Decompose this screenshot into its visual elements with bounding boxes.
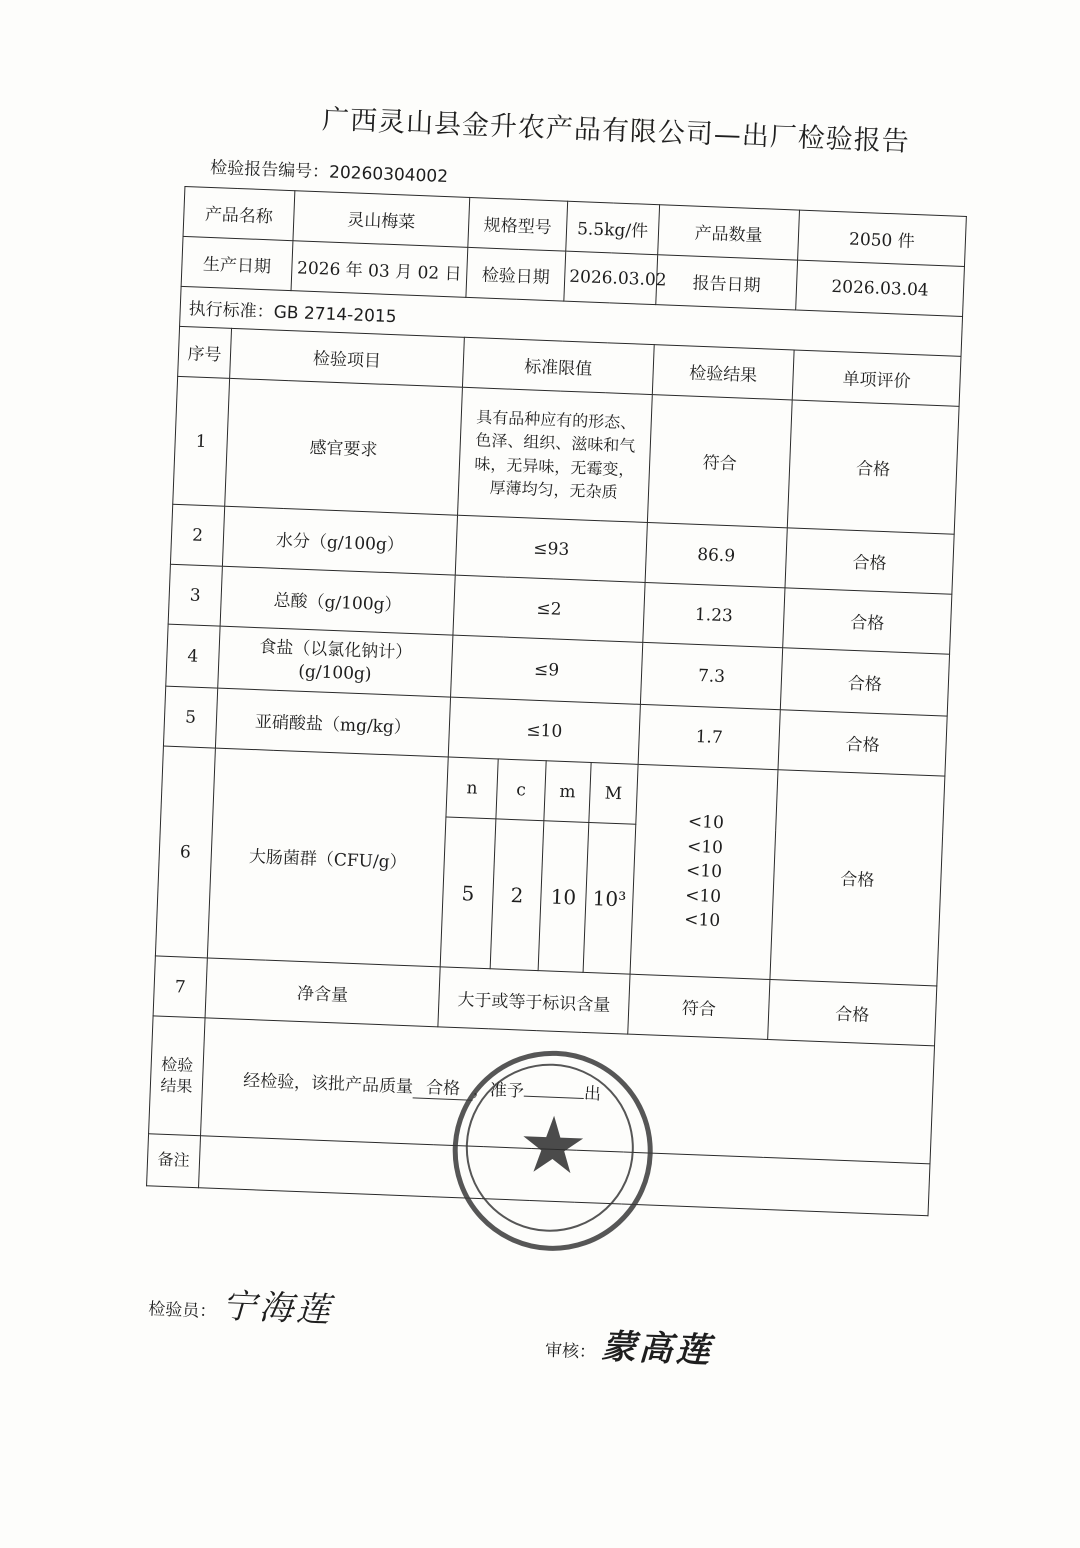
- production-date-label: 生产日期: [181, 236, 293, 290]
- header-limit: 标准限值: [462, 337, 654, 394]
- row-eval: 合格: [770, 770, 945, 986]
- inspection-date-label: 检验日期: [466, 247, 566, 301]
- row-no: 4: [166, 624, 220, 688]
- result-line: <10: [683, 910, 721, 932]
- row-item: 净含量: [205, 958, 440, 1027]
- execution-standard: 执行标准：GB 2714-2015: [180, 286, 963, 356]
- microbe-header-n: n: [446, 757, 498, 819]
- row-limit: 具有品种应有的形态、色泽、组织、滋味和气味，无异味，无霉变，厚薄均匀，无杂质: [458, 387, 653, 522]
- inspector-signature-block: [148, 1275, 334, 1331]
- row-no: 2: [170, 504, 224, 566]
- microbe-value-M: 10³: [583, 822, 636, 974]
- report-date-value: 2026.03.04: [796, 260, 965, 316]
- reviewer-signature-block: [544, 1317, 713, 1372]
- row-limit: ≤93: [455, 515, 647, 582]
- inspector-label: 检验员：: [147, 1299, 217, 1323]
- row-item: 感官要求: [225, 378, 463, 515]
- row-item: 总酸（g/100g）: [220, 566, 455, 635]
- result-line: <10: [685, 860, 723, 883]
- row-result: 86.9: [645, 522, 787, 587]
- microbe-header-m: m: [544, 761, 591, 823]
- report-date-label: 报告日期: [656, 255, 798, 310]
- row-eval: 合格: [783, 588, 952, 654]
- product-name-value: 灵山梅菜: [293, 191, 470, 248]
- microbe-value-c: 2: [490, 819, 544, 971]
- result-line: <10: [684, 885, 722, 907]
- conclusion-prefix: 经检验，该批产品质量: [242, 1070, 414, 1097]
- row-no: 3: [168, 564, 222, 626]
- quantity-label: 产品数量: [658, 205, 800, 260]
- row-result: 1.23: [643, 582, 785, 647]
- report-number-value: 20260304002: [328, 162, 449, 188]
- header-item: 检验项目: [230, 328, 465, 387]
- microbe-header-c: c: [496, 759, 546, 821]
- report-title: 广西灵山县金升农产品有限公司—出厂检验报告: [321, 104, 911, 158]
- row-no: 5: [163, 686, 217, 748]
- header-no: 序号: [178, 326, 232, 378]
- row-limit: 大于或等于标识含量: [438, 967, 630, 1034]
- row-item: 食盐（以氯化钠计）(g/100g): [218, 626, 453, 697]
- microbe-value-m: 10: [538, 821, 589, 973]
- row-eval: 合格: [780, 648, 949, 716]
- row-no: 7: [153, 956, 207, 1018]
- conclusion-mid: ，准予: [472, 1079, 525, 1102]
- inspector-signature: 宁海莲: [221, 1286, 334, 1331]
- spec-label: 规格型号: [468, 197, 568, 251]
- report-number: [210, 153, 449, 187]
- row-limit: ≤10: [448, 697, 640, 764]
- header-result: 检验结果: [652, 345, 794, 400]
- row-eval: 合格: [778, 710, 947, 776]
- microbe-value-n: 5: [440, 817, 496, 969]
- row-eval: 合格: [785, 528, 954, 594]
- row-limit: ≤2: [453, 575, 645, 642]
- conclusion-label: 检验结果: [149, 1016, 205, 1136]
- reviewer-label: 审核：: [544, 1340, 597, 1363]
- spec-value: 5.5kg/件: [566, 201, 660, 254]
- conclusion-tail: 出: [583, 1083, 602, 1105]
- row-result: 符合: [628, 974, 770, 1039]
- header-eval: 单项评价: [792, 350, 961, 406]
- quantity-value: 2050 件: [798, 210, 967, 266]
- reviewer-signature: 蒙高莲: [600, 1326, 714, 1372]
- microbe-header-M: M: [589, 763, 638, 825]
- row-item: 亚硝酸盐（mg/kg）: [215, 688, 450, 757]
- inspection-date-value: 2026.03.02: [564, 251, 658, 304]
- report-number-label: 检验报告编号：: [209, 157, 330, 183]
- row-eval: 合格: [787, 400, 959, 534]
- production-date-value: 2026 年 03 月 02 日: [291, 241, 468, 298]
- result-line: <10: [686, 836, 724, 858]
- row-no: 1: [173, 376, 230, 506]
- row-result: 符合: [647, 395, 792, 528]
- remark-label: 备注: [147, 1134, 201, 1188]
- product-name-label: 产品名称: [183, 186, 295, 240]
- star-icon: ★: [516, 1099, 590, 1193]
- conclusion-fill-1: 合格: [413, 1072, 474, 1100]
- row-item: 水分（g/100g）: [222, 506, 457, 575]
- row-result: 7.3: [640, 642, 782, 709]
- result-line: <10: [687, 811, 725, 834]
- row-limit: ≤9: [451, 635, 643, 704]
- row-result: 1.7: [638, 704, 780, 769]
- row-result-lines: [630, 764, 778, 979]
- row-no: 6: [155, 746, 215, 958]
- row-item: 大肠菌群（CFU/g）: [207, 748, 448, 967]
- row-eval: 合格: [768, 980, 937, 1046]
